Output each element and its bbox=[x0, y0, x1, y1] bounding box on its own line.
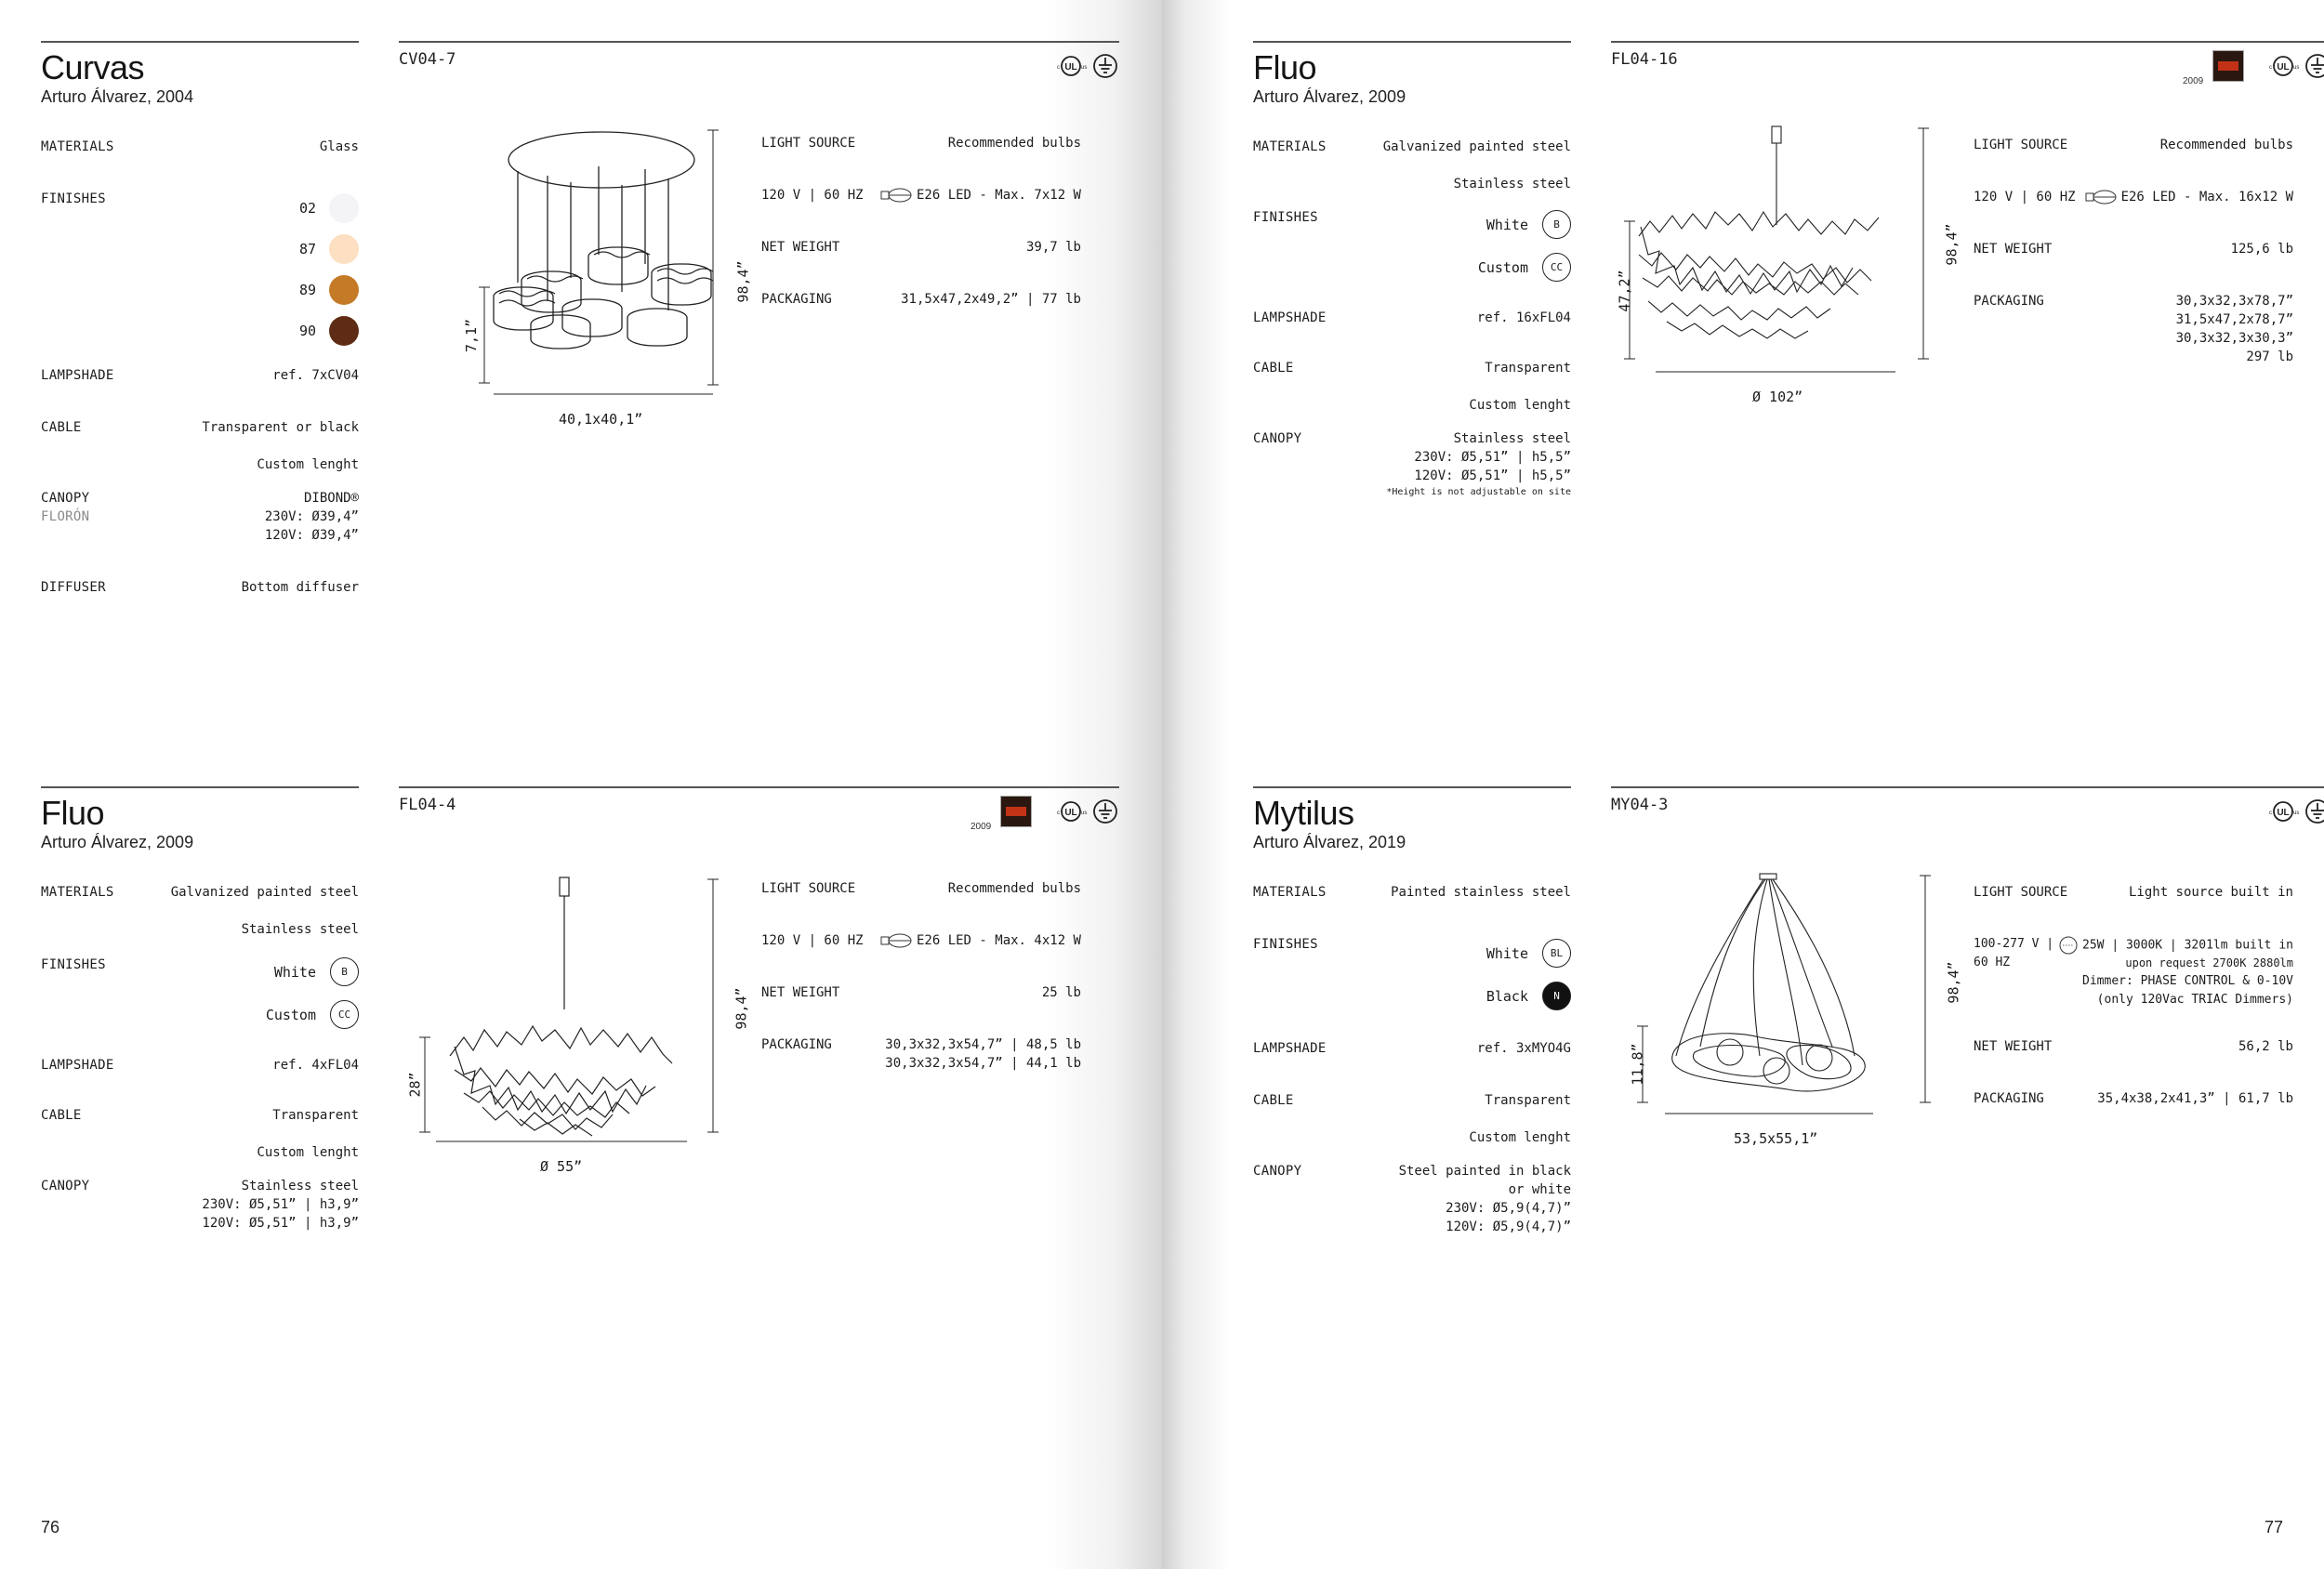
color-swatch bbox=[329, 234, 359, 264]
spec-label: CANOPY bbox=[41, 1179, 90, 1193]
tech-label: NET WEIGHT bbox=[761, 240, 840, 255]
spec-value: 230V: Ø39,4” bbox=[264, 509, 359, 524]
spec-value: 230V: Ø5,51” | h3,9” bbox=[202, 1197, 359, 1212]
spec-value: Custom lenght bbox=[1469, 1130, 1571, 1145]
tech-voltage bbox=[1974, 935, 2293, 1019]
divider bbox=[41, 41, 359, 43]
tech-label: 120 V | 60 HZ bbox=[761, 188, 864, 203]
certifications bbox=[971, 796, 1119, 832]
finish-badge-row bbox=[1253, 253, 1571, 284]
finish-code: 02 bbox=[298, 200, 316, 217]
ground-icon bbox=[2304, 52, 2324, 80]
color-swatch bbox=[329, 316, 359, 346]
lamp-illustration bbox=[1611, 870, 1946, 1149]
finish-badge-row bbox=[1253, 939, 1571, 970]
dimension-width: Ø 102” bbox=[1752, 389, 1803, 405]
svg-text:UL: UL bbox=[1064, 808, 1077, 818]
good-design-award-icon bbox=[2212, 50, 2244, 82]
product-title: Fluo bbox=[1253, 48, 1317, 86]
spec-label: CANOPY bbox=[41, 491, 90, 506]
spec-value: 230V: Ø5,9(4,7)” bbox=[1446, 1201, 1571, 1216]
spec-canopy bbox=[41, 489, 359, 545]
product-designer: Arturo Álvarez, 2009 bbox=[1253, 87, 1406, 106]
finish-name: White bbox=[273, 964, 316, 981]
spec-label: DIFFUSER bbox=[41, 580, 106, 595]
svg-text:c: c bbox=[2269, 811, 2272, 816]
finish-swatch-row bbox=[41, 316, 359, 348]
good-design-award-icon bbox=[1000, 796, 1032, 827]
spec-label: FINISHES bbox=[1253, 937, 1318, 952]
spec-cable bbox=[1253, 359, 1571, 415]
bulb-spec: E26 LED - Max. 16x12 W bbox=[2120, 190, 2293, 204]
tech-value: upon request 2700K 2880lm bbox=[2125, 956, 2293, 969]
tech-value: Recommended bulbs bbox=[2159, 138, 2293, 152]
tech-value bbox=[2058, 935, 2293, 956]
lamp-illustration bbox=[399, 870, 733, 1149]
tech-value: Recommended bulbs bbox=[947, 136, 1081, 151]
product-code: MY04-3 bbox=[1611, 796, 1669, 814]
tech-value: 30,3x32,3x78,7” bbox=[2175, 294, 2293, 309]
ul-listed-icon bbox=[1054, 52, 1088, 80]
dimension-height-total: 98,4” bbox=[733, 987, 750, 1030]
product-curvas bbox=[41, 41, 1119, 747]
finish-code: 90 bbox=[298, 323, 316, 339]
tech-packaging bbox=[1974, 292, 2293, 366]
product-mytilus bbox=[1253, 786, 2324, 1493]
tech-label: 120 V | 60 HZ bbox=[1974, 190, 2076, 204]
finish-swatch-row bbox=[41, 234, 359, 266]
tech-value bbox=[878, 186, 1081, 204]
tech-value: 30,3x32,3x30,3” bbox=[2175, 331, 2293, 346]
spec-value: Custom lenght bbox=[257, 457, 359, 472]
spec-value: ref. 7xCV04 bbox=[272, 368, 359, 383]
spec-cable bbox=[41, 418, 359, 474]
svg-text:us: us bbox=[2293, 811, 2300, 816]
product-designer: Arturo Álvarez, 2019 bbox=[1253, 833, 1406, 851]
product-designer: Arturo Álvarez, 2004 bbox=[41, 87, 194, 106]
certifications bbox=[1045, 50, 1119, 84]
tech-value: 25 lb bbox=[1041, 985, 1081, 1000]
spec-value: Transparent bbox=[272, 1108, 359, 1123]
divider bbox=[41, 786, 359, 788]
finish-badge-row bbox=[41, 1000, 359, 1032]
bulb-icon bbox=[878, 931, 913, 950]
tech-label: 100-277 V | bbox=[1974, 937, 2054, 951]
finish-name: Black bbox=[1486, 988, 1528, 1005]
svg-text:c: c bbox=[1057, 65, 1060, 71]
ground-icon bbox=[1091, 798, 1119, 825]
dimension-width: Ø 55” bbox=[540, 1158, 583, 1175]
dimension-height-total: 98,4” bbox=[1945, 961, 1962, 1004]
spec-value: ref. 4xFL04 bbox=[272, 1058, 359, 1073]
spec-label: MATERIALS bbox=[41, 139, 114, 154]
spec-value: Stainless steel bbox=[241, 922, 359, 937]
spec-value: 120V: Ø5,9(4,7)” bbox=[1446, 1220, 1571, 1234]
spec-value: Transparent bbox=[1485, 361, 1571, 376]
spec-label: CABLE bbox=[41, 1108, 82, 1123]
color-swatch bbox=[329, 193, 359, 223]
spec-label: MATERIALS bbox=[1253, 139, 1327, 154]
svg-text:us: us bbox=[1081, 65, 1088, 71]
tech-value: Dimmer: PHASE CONTROL & 0-10V bbox=[2082, 974, 2293, 988]
product-drawing bbox=[1611, 870, 1962, 1214]
spec-value: Transparent or black bbox=[202, 420, 359, 435]
spec-materials bbox=[41, 883, 359, 939]
good-design-year: 2009 bbox=[971, 822, 992, 832]
tech-label: LIGHT SOURCE bbox=[1974, 885, 2068, 900]
divider bbox=[1611, 41, 2324, 43]
bulb-spec: E26 LED - Max. 7x12 W bbox=[916, 188, 1081, 203]
finish-badge: N bbox=[1542, 982, 1571, 1010]
finish-name: Custom bbox=[265, 1007, 316, 1023]
spec-value: ref. 3xMYO4G bbox=[1476, 1041, 1571, 1056]
tech-value: 30,3x32,3x54,7” | 44,1 lb bbox=[885, 1056, 1081, 1071]
spec-label: MATERIALS bbox=[1253, 885, 1327, 900]
tech-label: 60 HZ bbox=[1974, 956, 2011, 969]
spec-label: FINISHES bbox=[41, 191, 106, 206]
product-drawing bbox=[1611, 125, 1961, 468]
dimension-height-total: 98,4” bbox=[734, 260, 752, 303]
certifications bbox=[2183, 50, 2324, 84]
color-swatch bbox=[329, 275, 359, 305]
ul-listed-icon bbox=[2266, 798, 2300, 825]
spec-value: 230V: Ø5,51” | h5,5” bbox=[1414, 450, 1571, 465]
spec-value: Stainless steel bbox=[241, 1179, 359, 1193]
page-number: 76 bbox=[41, 1518, 60, 1536]
spec-value: Stainless steel bbox=[1453, 177, 1571, 191]
spec-materials bbox=[1253, 138, 1571, 193]
spec-value: Glass bbox=[319, 139, 359, 154]
svg-text:c: c bbox=[2269, 65, 2272, 71]
spec-value: ref. 16xFL04 bbox=[1476, 310, 1571, 325]
product-title: Curvas bbox=[41, 48, 145, 86]
spec-canopy bbox=[41, 1177, 359, 1233]
tech-value bbox=[2082, 188, 2293, 206]
finish-badge-row bbox=[1253, 210, 1571, 242]
spec-cable bbox=[1253, 1091, 1571, 1147]
bulb-icon bbox=[2082, 188, 2118, 206]
finish-badge: CC bbox=[1542, 253, 1571, 282]
spec-label: CANOPY bbox=[1253, 431, 1302, 446]
spec-value: or white bbox=[1508, 1182, 1571, 1197]
certifications bbox=[2257, 796, 2324, 829]
good-design-year: 2009 bbox=[2183, 76, 2204, 86]
tech-label: NET WEIGHT bbox=[761, 985, 840, 1000]
finish-badge: BL bbox=[1542, 939, 1571, 968]
spec-value: 120V: Ø5,51” | h5,5” bbox=[1414, 468, 1571, 483]
tech-value: 39,7 lb bbox=[1025, 240, 1081, 255]
tech-value: Recommended bulbs bbox=[947, 881, 1081, 896]
ul-listed-icon bbox=[1054, 798, 1088, 825]
tech-label: LIGHT SOURCE bbox=[1974, 138, 2068, 152]
tech-value: 56,2 lb bbox=[2238, 1039, 2293, 1054]
bulb-icon bbox=[878, 186, 913, 204]
divider bbox=[1253, 786, 1571, 788]
spec-value: Painted stainless steel bbox=[1391, 885, 1571, 900]
spec-label: FINISHES bbox=[41, 957, 106, 972]
lamp-illustration bbox=[1611, 125, 1946, 403]
spec-cable bbox=[41, 1106, 359, 1162]
tech-label: NET WEIGHT bbox=[1974, 242, 2053, 257]
spec-label: FINISHES bbox=[1253, 210, 1318, 225]
tech-value bbox=[878, 931, 1081, 950]
product-code: FL04-16 bbox=[1611, 50, 1678, 69]
dimension-height-body: 47,2” bbox=[1616, 270, 1633, 312]
tech-value: 35,4x38,2x41,3” | 61,7 lb bbox=[2097, 1091, 2293, 1106]
svg-text:c: c bbox=[1057, 811, 1060, 816]
spec-canopy bbox=[1253, 1162, 1571, 1236]
product-fluo-16 bbox=[1253, 41, 2324, 747]
tech-label: PACKAGING bbox=[1974, 294, 2044, 309]
divider bbox=[1253, 41, 1571, 43]
spec-value: DIBOND® bbox=[303, 491, 359, 506]
product-title: Mytilus bbox=[1253, 794, 1354, 832]
tech-packaging bbox=[761, 1035, 1081, 1073]
finish-name: White bbox=[1486, 217, 1528, 233]
spec-label: LAMPSHADE bbox=[1253, 310, 1327, 325]
product-drawing bbox=[399, 125, 752, 468]
spec-label: CABLE bbox=[1253, 361, 1294, 376]
finish-badge: B bbox=[330, 957, 359, 986]
led-icon bbox=[2058, 935, 2079, 956]
svg-text:us: us bbox=[2293, 65, 2300, 71]
spec-label: LAMPSHADE bbox=[1253, 1041, 1327, 1056]
svg-text:UL: UL bbox=[2277, 808, 2290, 818]
spec-label: CABLE bbox=[41, 420, 82, 435]
product-title: Fluo bbox=[41, 794, 105, 832]
svg-text:us: us bbox=[1081, 811, 1088, 816]
tech-value: Light source built in bbox=[2128, 885, 2293, 900]
ul-listed-icon bbox=[2266, 52, 2300, 80]
product-designer: Arturo Álvarez, 2009 bbox=[41, 833, 194, 851]
tech-value: 30,3x32,3x54,7” | 48,5 lb bbox=[885, 1037, 1081, 1052]
finish-name: Custom bbox=[1477, 259, 1528, 276]
dimension-height-body: 7,1” bbox=[463, 318, 481, 353]
product-drawing bbox=[399, 870, 750, 1214]
dimension-width: 40,1x40,1” bbox=[559, 411, 643, 428]
bulb-spec: 25W | 3000K | 3201lm built in bbox=[2082, 938, 2293, 953]
svg-text:UL: UL bbox=[2277, 62, 2290, 73]
spec-value: Steel painted in black bbox=[1398, 1164, 1571, 1179]
spec-value: Bottom diffuser bbox=[241, 580, 359, 595]
right-page bbox=[1162, 0, 2324, 1569]
finish-badge-row bbox=[41, 957, 359, 989]
lamp-illustration bbox=[399, 125, 733, 403]
spec-canopy bbox=[1253, 429, 1571, 500]
spec-label: CANOPY bbox=[1253, 1164, 1302, 1179]
dimension-width: 53,5x55,1” bbox=[1734, 1130, 1818, 1147]
spec-sublabel: FLORÓN bbox=[41, 509, 90, 524]
spec-value: Galvanized painted steel bbox=[1382, 139, 1571, 154]
product-code: FL04-4 bbox=[399, 796, 456, 814]
spec-label: LAMPSHADE bbox=[41, 1058, 114, 1073]
bulb-spec: E26 LED - Max. 4x12 W bbox=[916, 933, 1081, 948]
spec-label: MATERIALS bbox=[41, 885, 114, 900]
tech-label: NET WEIGHT bbox=[1974, 1039, 2053, 1054]
finish-swatch-row bbox=[41, 275, 359, 307]
spec-label: CABLE bbox=[1253, 1093, 1294, 1108]
tech-label: PACKAGING bbox=[761, 1037, 832, 1052]
ground-icon bbox=[2304, 798, 2324, 825]
spec-note: *Height is not adjustable on site bbox=[1386, 487, 1571, 497]
spec-value: Galvanized painted steel bbox=[170, 885, 359, 900]
finish-code: 89 bbox=[298, 282, 316, 298]
tech-label: PACKAGING bbox=[1974, 1091, 2044, 1106]
divider bbox=[1611, 786, 2324, 788]
product-fluo-4 bbox=[41, 786, 1119, 1493]
finish-badge-row bbox=[1253, 982, 1571, 1013]
spec-value: 120V: Ø5,51” | h3,9” bbox=[202, 1216, 359, 1231]
dimension-height-total: 98,4” bbox=[1943, 223, 1961, 266]
tech-value: 31,5x47,2x78,7” bbox=[2175, 312, 2293, 327]
dimension-height-body: 11,8” bbox=[1629, 1043, 1646, 1086]
finish-name: White bbox=[1486, 945, 1528, 962]
tech-value: (only 120Vac TRIAC Dimmers) bbox=[2096, 993, 2293, 1007]
tech-value: 31,5x47,2x49,2” | 77 lb bbox=[901, 292, 1081, 307]
spec-value: Custom lenght bbox=[257, 1145, 359, 1160]
spec-value: Stainless steel bbox=[1453, 431, 1571, 446]
tech-label: LIGHT SOURCE bbox=[761, 881, 856, 896]
finish-swatch-row bbox=[41, 193, 359, 225]
dimension-height-body: 28” bbox=[406, 1072, 424, 1098]
spec-value: Custom lenght bbox=[1469, 398, 1571, 413]
tech-label: 120 V | 60 HZ bbox=[761, 933, 864, 948]
spec-label: LAMPSHADE bbox=[41, 368, 114, 383]
tech-label: PACKAGING bbox=[761, 292, 832, 307]
svg-text:UL: UL bbox=[1064, 62, 1077, 73]
tech-label: LIGHT SOURCE bbox=[761, 136, 856, 151]
page-number: 77 bbox=[2264, 1518, 2283, 1536]
divider bbox=[399, 786, 1119, 788]
finish-code: 87 bbox=[298, 241, 316, 257]
product-code: CV04-7 bbox=[399, 50, 456, 69]
tech-value: 125,6 lb bbox=[2230, 242, 2293, 257]
spec-value: 120V: Ø39,4” bbox=[264, 528, 359, 543]
ground-icon bbox=[1091, 52, 1119, 80]
divider bbox=[399, 41, 1119, 43]
tech-value: 297 lb bbox=[2246, 349, 2293, 364]
finish-badge: CC bbox=[330, 1000, 359, 1029]
spec-value: Transparent bbox=[1485, 1093, 1571, 1108]
finish-badge: B bbox=[1542, 210, 1571, 239]
